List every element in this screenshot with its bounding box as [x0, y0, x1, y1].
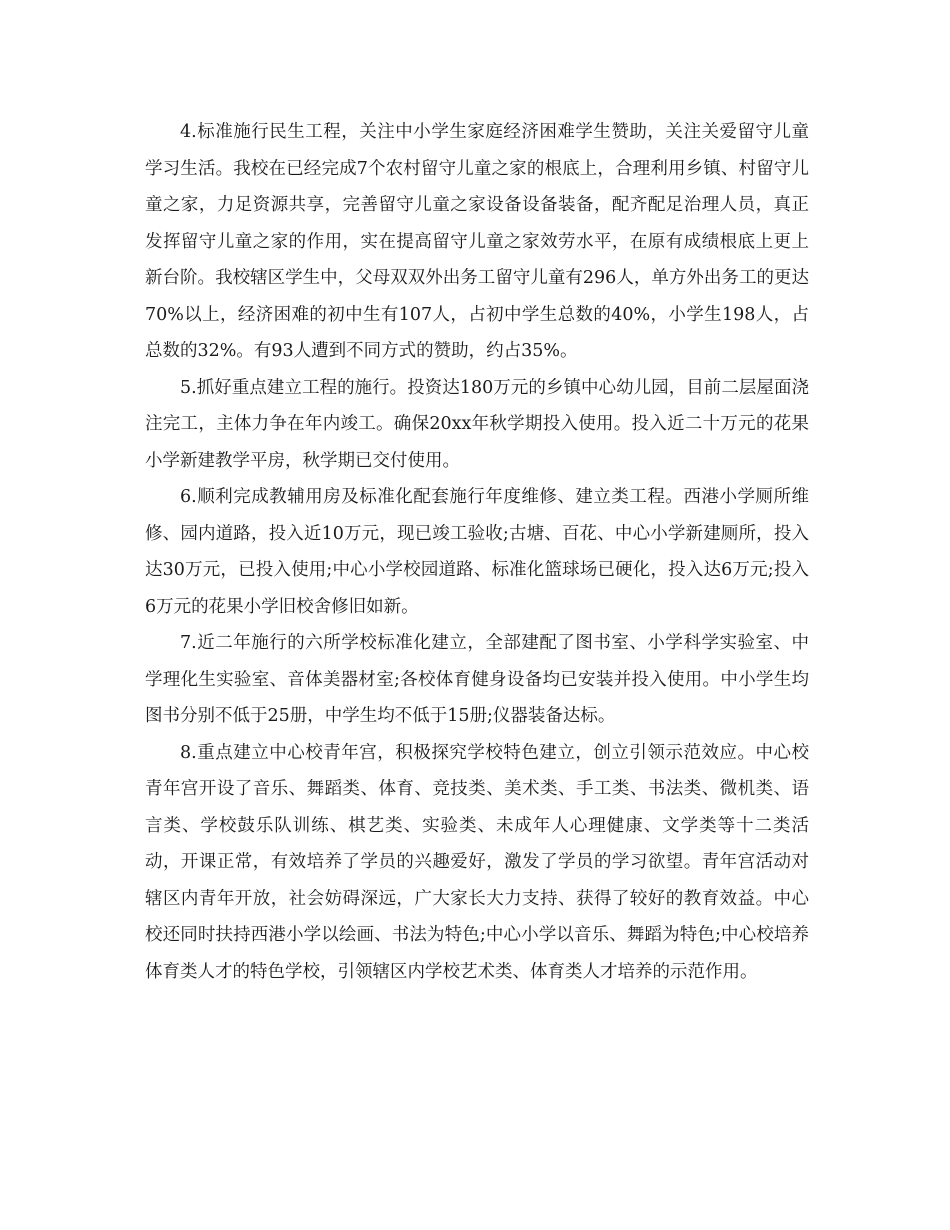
document-page: [145, 114, 809, 990]
paragraph-item-4: 4.标准施行民生工程，关注中小学生家庭经济困难学生赞助，关注关爱留守儿童学习生活。我校在已经完成7个农村留守儿童之家的根底上，合理利用乡镇、村留守儿童之家，力足资源共享，完善留守儿童之家设备设备装备，配齐配足治理人员，真正发挥留守儿童之家的作用，实在提高留守儿童之家效劳水平，在原有成绩根底上更上新台阶。我校辖区学生中，父母双双外出务工留守儿童有296人，单方外出务工的更达70%以上，经济困难的初中生有107人，占初中学生总数的40%，小学生198人，占总数的32%。有93人遭到不同方式的赞助，约占35%。: [145, 122, 809, 361]
paragraph-item-7: 7.近二年施行的六所学校标准化建立，全部建配了图书室、小学科学实验室、中学理化生实验室、音体美器材室;各校体育健身设备均已安装并投入使用。中小学生均图书分别不低于25册，中学生均不低于15册;仪器装备达标。: [145, 633, 809, 726]
paragraph-item-5: 5.抓好重点建立工程的施行。投资达180万元的乡镇中心幼儿园，目前二层屋面浇注完工，主体力争在年内竣工。确保20xx年秋学期投入使用。投入近二十万元的花果小学新建教学平房，秋学期已交付使用。: [145, 377, 809, 471]
paragraph-item-6: 6.顺利完成教辅用房及标准化配套施行年度维修、建立类工程。西港小学厕所维修、园内道路，投入近10万元，现已竣工验收;古塘、百花、中心小学新建厕所，投入达30万元，已投入使用;中心小学校园道路、标准化篮球场已硬化，投入达6万元;投入6万元的花果小学旧校舍修旧如新。: [145, 487, 809, 617]
paragraph-item-8: 8.重点建立中心校青年宫，积极探究学校特色建立，创立引领示范效应。中心校青年宫开设了音乐、舞蹈类、体育、竞技类、美术类、手工类、书法类、微机类、语言类、学校鼓乐队训练、棋艺类、实验类、未成年人心理健康、文学类等十二类活动，开课正常，有效培养了学员的兴趣爱好，激发了学员的学习欲望。青年宫活动对辖区内青年开放，社会妨碍深远，广大家长大力支持、获得了较好的教育效益。中心校还同时扶持西港小学以绘画、书法为特色;中心小学以音乐、舞蹈为特色;中心校培养体育类人才的特色学校，引领辖区内学校艺术类、体育类人才培养的示范作用。: [145, 742, 809, 982]
